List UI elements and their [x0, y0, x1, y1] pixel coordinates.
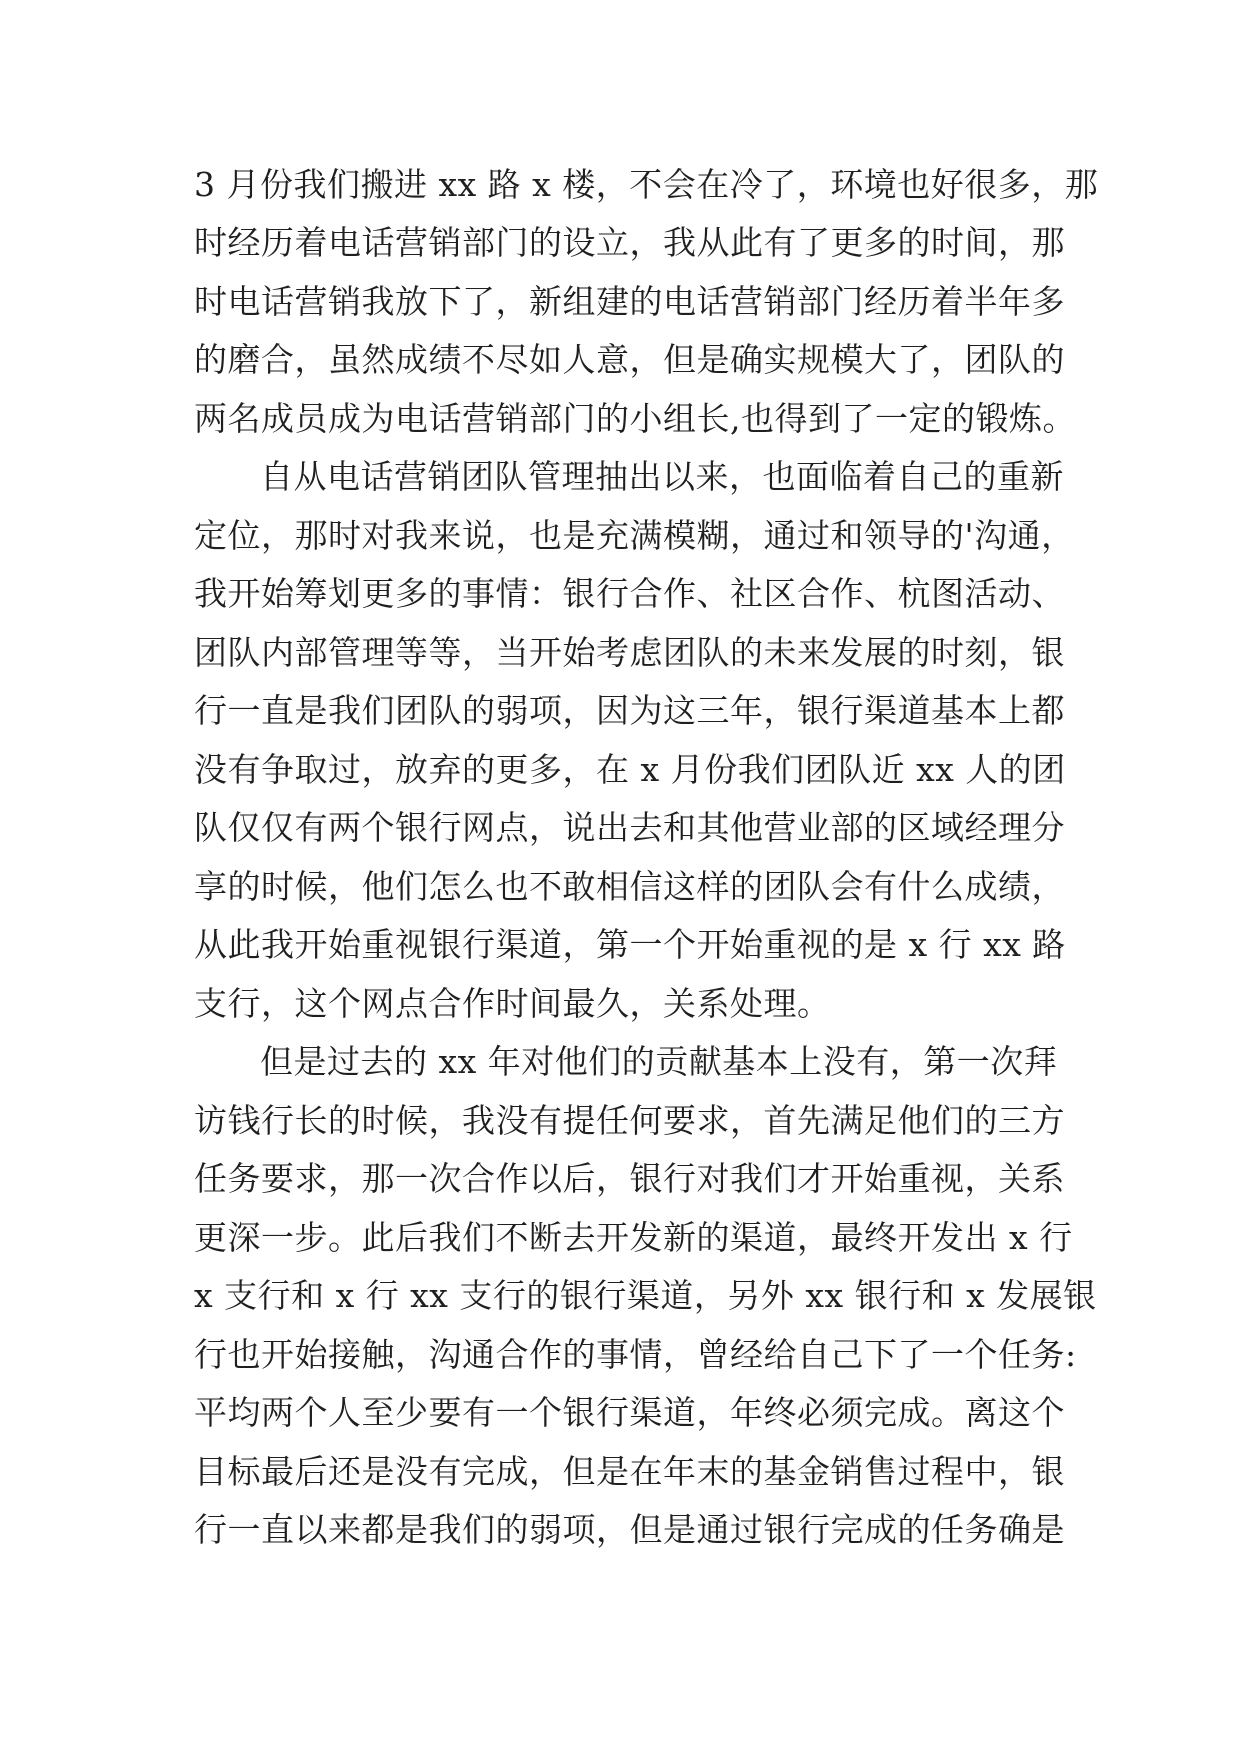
- text-line: 时电话营销我放下了，新组建的电话营销部门经历着半年多: [194, 282, 1065, 321]
- text-line: x 支行和 x 行 xx 支行的银行渠道，另外 xx 银行和 x 发展银: [194, 1276, 1097, 1315]
- text-line: 访钱行长的时候，我没有提任何要求，首先满足他们的三方: [194, 1101, 1065, 1140]
- text-line: 任务要求，那一次合作以后，银行对我们才开始重视，关系: [194, 1159, 1065, 1198]
- text-line: 更深一步。此后我们不断去开发新的渠道，最终开发出 x 行: [194, 1218, 1073, 1257]
- text-line: 支行，这个网点合作时间最久，关系处理。: [194, 984, 831, 1023]
- text-line: 从此我开始重视银行渠道，第一个开始重视的是 x 行 xx 路: [194, 925, 1066, 964]
- text-line: 行也开始接触，沟通合作的事情，曾经给自己下了一个任务:: [194, 1335, 1077, 1374]
- text-line: 目标最后还是没有完成，但是在年末的基金销售过程中，银: [194, 1452, 1065, 1491]
- text-line: 定位，那时对我来说，也是充满模糊，通过和领导的'沟通，: [194, 516, 1075, 555]
- text-line: 时经历着电话营销部门的设立，我从此有了更多的时间，那: [194, 223, 1065, 262]
- text-line: 行一直是我们团队的弱项，因为这三年，银行渠道基本上都: [194, 691, 1065, 730]
- text-line: 我开始筹划更多的事情：银行合作、社区合作、杭图活动、: [194, 574, 1065, 613]
- text-line: 平均两个人至少要有一个银行渠道，年终必须完成。离这个: [194, 1393, 1065, 1432]
- text-line: 队仅仅有两个银行网点，说出去和其他营业部的区域经理分: [194, 808, 1065, 847]
- paragraph-first-line: 但是过去的 xx 年对他们的贡献基本上没有，第一次拜: [260, 1042, 1058, 1081]
- text-line: 团队内部管理等等，当开始考虑团队的未来发展的时刻，银: [194, 633, 1065, 672]
- text-line: 行一直以来都是我们的弱项，但是通过银行完成的任务确是: [194, 1510, 1065, 1549]
- paragraph-first-line: 自从电话营销团队管理抽出以来，也面临着自己的重新: [260, 457, 1064, 496]
- text-line: 没有争取过，放弃的更多，在 x 月份我们团队近 xx 人的团: [194, 750, 1066, 789]
- text-line: 的磨合，虽然成绩不尽如人意，但是确实规模大了，团队的: [194, 340, 1065, 379]
- text-line: 两名成员成为电话营销部门的小组长,也得到了一定的锻炼。: [194, 399, 1076, 438]
- text-line: 3 月份我们搬进 xx 路 x 楼，不会在冷了，环境也好很多，那: [194, 165, 1099, 204]
- text-line: 享的时候，他们怎么也不敢相信这样的团队会有什么成绩，: [194, 867, 1065, 906]
